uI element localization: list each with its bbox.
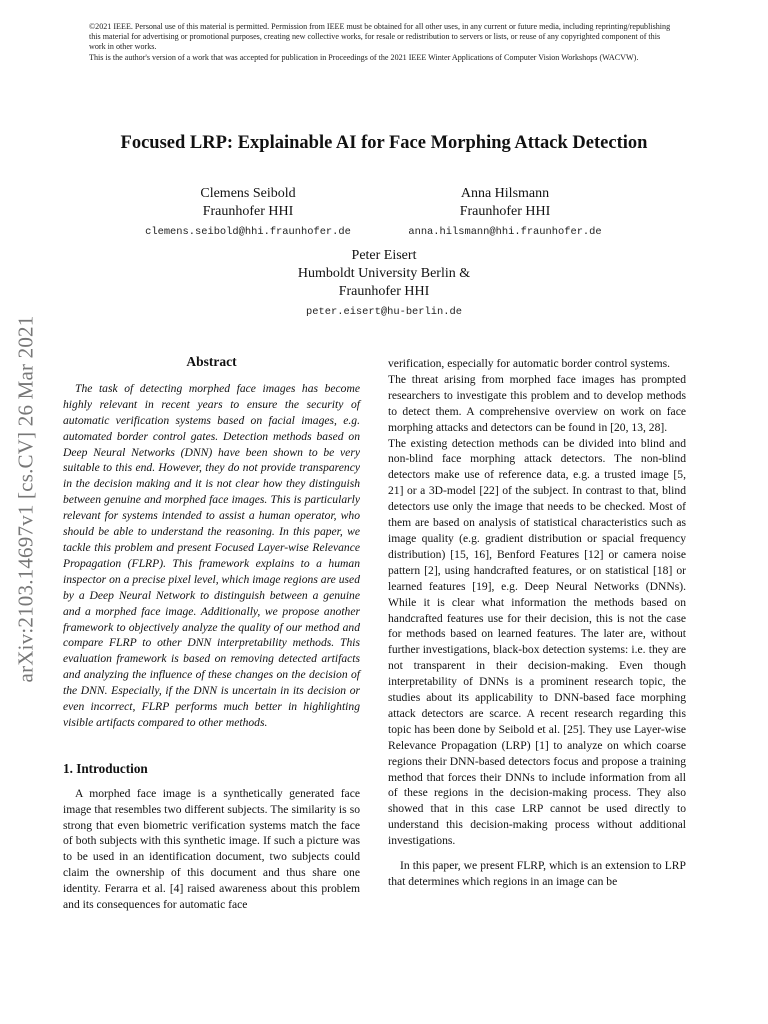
author-email[interactable]: clemens.seibold@hhi.fraunhofer.de [145,226,351,238]
author-affiliation: Fraunhofer HHI [459,204,551,219]
author-email[interactable]: peter.eisert@hu-berlin.de [306,306,462,318]
right-column [388,356,686,890]
intro-paragraph: A morphed face image is a synthetically generated face image that resembles two different subjects. The similarity is so strong that even biometric verification systems match the face of both subjects with this synthetic image. If such a picture was to be used in an identification document, two subjects could claim the ownership of this document and thus share one identity. Ferarra et al. [4] raised awareness about this problem and its consequences for automatic face [63,786,360,912]
arxiv-id-text: arXiv:2103.14697v1 [cs.CV] 26 Mar 2021 [13,315,38,683]
body-paragraph: verification, especially for automatic border control systems. [388,357,671,370]
author-affiliation: Humboldt University Berlin & [297,266,471,281]
body-paragraph: The existing detection methods can be divided into blind and non-blind face morphing attack detectors. The non-blind detectors make use of reference data, e.g. a trusted image [5, 21] or a 3D-model [22] of the subject. In contrast to that, blind detectors use only the image that needs to be checked. Most of them are based on analysis of statistical characteristics such as image quality (e.g. gradient distribution or spacial frequency distribution) [15, 16], Benford Features [12] or camera noise pattern [2], using handcrafted features, or on statistical [18] or learned features [19], e.g. Deep Neural Networks (DNNs). While it is clear what information the methods based on handcrafted features use for their decision, this is not the case for methods based on learned features. The later are, without further investigations, black-box detection systems: i.e. they are not transparent in their decision-making. Even though interpretability of DNNs is a prominent research topic, the studies about its applicability to DNN-based face morphing attack detectors are scarce. A recent research regarding this topic has been done by Seibold et al. [25]. They use Layer-wise Relevance Propagation (LRP) [1] to analyze on which coarse regions their DNN-based detectors focus and propose a training method that forces their DNNs to include information from all of these regions in the decision-making process. They also showed that in this case LRP cannot be used directly to understand this decision-making process without additional investigations. [388,436,686,848]
abstract-text: The task of detecting morphed face images has become highly relevant in recent years to ensure the security of automatic verification systems based on facial images, e.g. automated border control gates. Detection methods based on Deep Neural Networks (DNN) have been shown to be very suitable to this end. However, they do not provide transparency in the decision making and it is not clear how they distinguish between genuine and morphed face images. This is particularly relevant for systems intended to assist a human operator, who should be able to understand the reasoning. In this paper, we tackle this problem and present Focused Layer-wise Relevance Propagation (FLRP). This framework explains to a human inspector on a precise pixel level, which image regions are used by a Deep Neural Network to distinguish between a genuine and a morphed face image. Additionally, we propose another framework to objectively analyze the quality of our method and compare FLRP to other DNN interpretability methods. This evaluation framework is based on removing detected artifacts and analyzing the influence of these changes on the decision of the DNN. Especially, if the DNN is uncertain in its decision or even incorrect, FLRP performs much better in highlighting visible artifacts compared to other methods. [63,381,360,729]
version-note: This is the author's version of a work that was accepted for publication in Proceedings of the 2021 IEEE Winter Applications of Computer Vision Workshops (WACVW). [89,52,639,62]
body-paragraph: In this paper, we present FLRP, which is an extension to LRP that determines which regions in an image can be [388,859,686,888]
arxiv-identifier [4,268,48,730]
author-name: Anna Hilsmann [460,186,550,201]
author-name: Clemens Seibold [200,186,296,201]
body-paragraph: The threat arising from morphed face images has prompted researchers to investigate this problem and to develop methods to detect them. A comprehensive overview on work on face morphing attacks and detectors can be found in [20, 13, 28]. [388,372,686,434]
abstract-heading: Abstract [186,354,237,369]
paper-title: Focused LRP: Explainable AI for Face Morphing Attack Detection [120,133,648,153]
author-block-2 [355,185,655,240]
introduction-heading: 1. Introduction [63,760,148,776]
author-affiliation: Fraunhofer HHI [202,204,294,219]
author-name: Peter Eisert [351,248,417,263]
author-block-3 [234,247,534,320]
author-email[interactable]: anna.hilsmann@hhi.fraunhofer.de [408,226,602,238]
left-column [63,354,360,913]
author-affiliation: Fraunhofer HHI [338,284,430,299]
copyright-notice [89,22,674,63]
author-block-1 [98,185,398,240]
copyright-text: ©2021 IEEE. Personal use of this material is permitted. Permission from IEEE must be obtained for all other uses, in any current or future media, including reprinting/republishing this material for advertising or promotional purposes, creating new collective works, for resale or redistribution to servers or lists, or reuse of any copyrighted component of this work in other works. [89,22,671,52]
